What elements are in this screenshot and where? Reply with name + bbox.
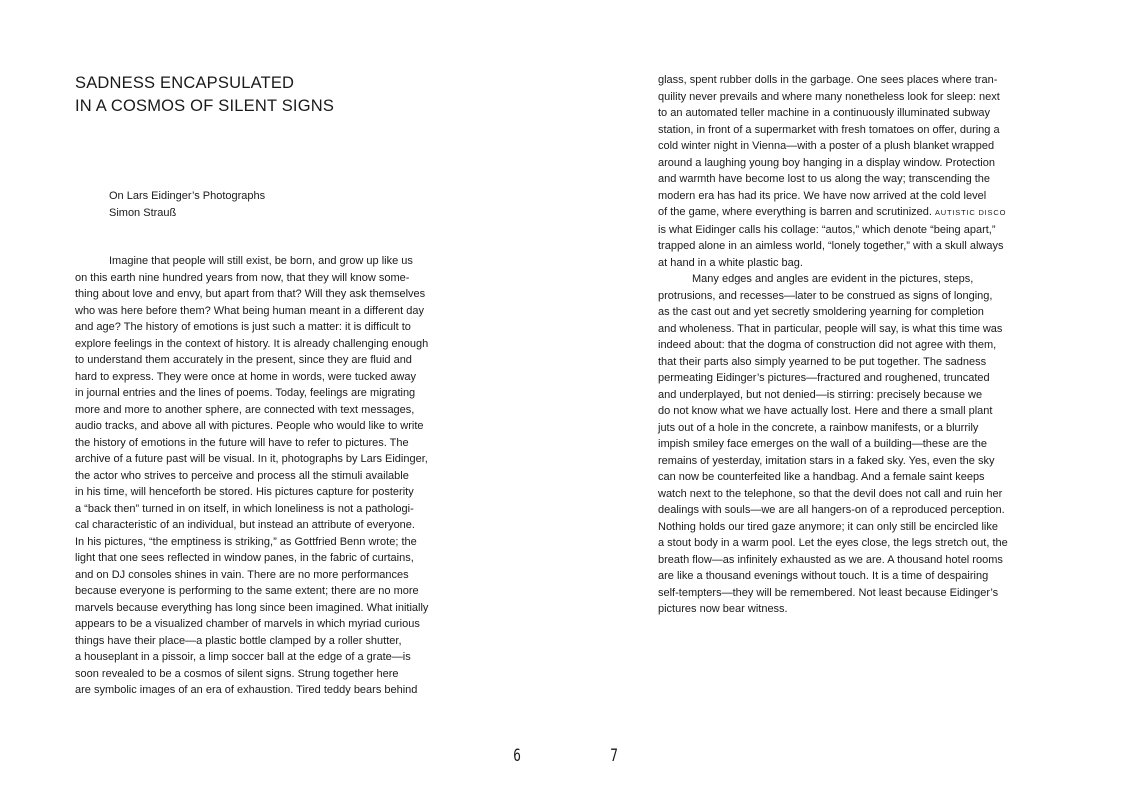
author: Simon Strauß <box>109 206 177 219</box>
text-line: and age? The history of emotions is just such a matter: it is difficult to <box>75 321 411 333</box>
text-line: audio tracks, and above all with pictures. People who would like to write <box>75 420 424 432</box>
text-line: breath flow—as infinitely exhausted as we are. A thousand hotel rooms <box>658 553 1003 566</box>
title-line-1: SADNESS ENCAPSULATED <box>75 74 295 92</box>
text-line: and underplayed, but not denied—is stirring: precisely because we <box>658 388 983 401</box>
subtitle: On Lars Eidinger’s Photographs <box>109 190 266 202</box>
text-line: hard to express. They were once at home in words, were tucked away <box>75 370 416 383</box>
text-line: a houseplant in a pissoir, a limp soccer ball at the edge of a grate—is <box>75 651 411 663</box>
text-line: In his pictures, “the emptiness is striking,” as Gottfried Benn wrote; the <box>75 535 417 548</box>
text-line: a stout body in a warm pool. Let the eyes close, the legs stretch out, the <box>658 537 1008 549</box>
text-line: thing about love and envy, but apart from that? Will they ask themselves <box>75 288 426 300</box>
text-line: Nothing holds our tired gaze anymore; it can only still be encircled like <box>658 520 998 533</box>
title-line-2: IN A COSMOS OF SILENT SIGNS <box>75 97 335 115</box>
text-line <box>658 204 1054 222</box>
text-line: that their parts also simply yearned to be put together. The sadness <box>658 355 987 368</box>
left-column-text <box>75 253 471 699</box>
text-line: soon revealed to be a cosmos of silent signs. Strung together here <box>75 667 399 680</box>
text-line: things have their place—a plastic bottle clamped by a roller shutter, <box>75 634 402 647</box>
text-line: appears to be a visualized chamber of marvels in which myriad curious <box>75 618 420 630</box>
byline <box>109 188 265 221</box>
text-line: explore feelings in the context of history. It is already challenging enough <box>75 337 429 350</box>
text-line: and on DJ consoles shines in vain. There are no more performances <box>75 568 409 581</box>
text-line: to an automated teller machine in a continuously illuminated subway <box>658 107 991 119</box>
collage-title-smallcaps: AUTISTIC DISCO <box>935 208 1007 217</box>
text-line: and warmth have become lost to us along the way; transcending the <box>658 173 991 185</box>
text-line: a “back then” turned in on itself, in which loneliness is not a pathologi- <box>75 502 414 515</box>
text-line: self-tempters—they will be remembered. Not least because Eidinger’s <box>658 586 999 599</box>
text-line: trapped alone in an aimless world, “lonely together,” with a skull always <box>658 240 1004 252</box>
text-line: protrusions, and recesses—later to be construed as signs of longing, <box>658 289 993 302</box>
right-column-text <box>658 72 1054 618</box>
text-line: station, in front of a supermarket with fresh tomatoes on offer, during a <box>658 123 1000 136</box>
text-line: cal characteristic of an individual, but instead an attribute of everyone. <box>75 519 415 531</box>
text-line: at hand in a white plastic bag. <box>658 256 803 269</box>
page-number-left: 6 <box>513 746 521 766</box>
text-line: in journal entries and the lines of poems. Today, feelings are migrating <box>75 387 416 399</box>
essay-title <box>75 72 334 118</box>
text-line: light that one sees reflected in window panes, in the fabric of curtains, <box>75 552 414 564</box>
text-line: pictures now bear witness. <box>658 603 788 615</box>
text-line: permeating Eidinger’s pictures—fractured and roughened, truncated <box>658 372 990 384</box>
page-number-right: 7 <box>610 746 618 766</box>
text-line: can now be counterfeited like a handbag. And a female saint keeps <box>658 471 985 483</box>
text-line: in his time, will henceforth be stored. His pictures capture for posterity <box>75 486 414 498</box>
text-line: Imagine that people will still exist, be born, and grow up like us <box>109 255 413 267</box>
text-line: dealings with souls—we are all hangers-on of a reproduced perception. <box>658 504 1005 516</box>
text-line: around a laughing young boy hanging in a display window. Protection <box>658 156 995 169</box>
text-line: marvels because everything has long since been imagined. What initially <box>75 601 429 614</box>
text-line: remains of yesterday, imitation stars in a faked sky. Yes, even the sky <box>658 454 995 467</box>
text-line: indeed about: that the dogma of construction did not agree with them, <box>658 339 997 351</box>
text-line: watch next to the telephone, so that the devil does not call and ruin her <box>658 487 1003 500</box>
text-run: of the game, where everything is barren and scrutinized. <box>658 206 932 218</box>
text-line: to understand them accurately in the present, since they are fluid and <box>75 354 412 366</box>
text-line: modern era has had its price. We have now arrived at the cold level <box>658 189 987 202</box>
text-line: on this earth nine hundred years from now, that they will know some- <box>75 271 410 284</box>
text-line: because everyone is performing to the same extent; there are no more <box>75 585 419 597</box>
text-line: are like a thousand evenings without touch. It is a time of despairing <box>658 570 989 582</box>
text-line: more and more to another sphere, are connected with text messages, <box>75 403 415 416</box>
text-line: Many edges and angles are evident in the pictures, steps, <box>692 273 974 285</box>
text-line: juts out of a hole in the concrete, a rainbow manifests, or a blurrily <box>658 421 979 434</box>
text-line: impish smiley face emerges on the wall of a building—these are the <box>658 438 987 450</box>
text-line: cold winter night in Vienna—with a poster of a plush blanket wrapped <box>658 140 995 152</box>
text-line: do not know what we have actually lost. Here and there a small plant <box>658 405 993 417</box>
text-line: the actor who strives to perceive and process all the stimuli available <box>75 469 409 482</box>
text-line: glass, spent rubber dolls in the garbage. One sees places where tran- <box>658 74 998 86</box>
text-line: archive of a future past will be visual. In it, photographs by Lars Eidinger, <box>75 453 428 465</box>
text-line: who was here before them? What being human meant in a different day <box>75 304 424 317</box>
text-line: as the cast out and yet secretly smoldering yearning for completion <box>658 306 984 318</box>
text-line: and wholeness. That in particular, people will say, is what this time was <box>658 322 1003 335</box>
text-line: the history of emotions in the future will have to refer to pictures. The <box>75 436 409 449</box>
text-line: quility never prevails and where many nonetheless look for sleep: next <box>658 90 1000 103</box>
text-line: is what Eidinger calls his collage: “autos,” which denote “being apart,” <box>658 223 996 236</box>
text-line: are symbolic images of an era of exhaustion. Tired teddy bears behind <box>75 684 418 696</box>
